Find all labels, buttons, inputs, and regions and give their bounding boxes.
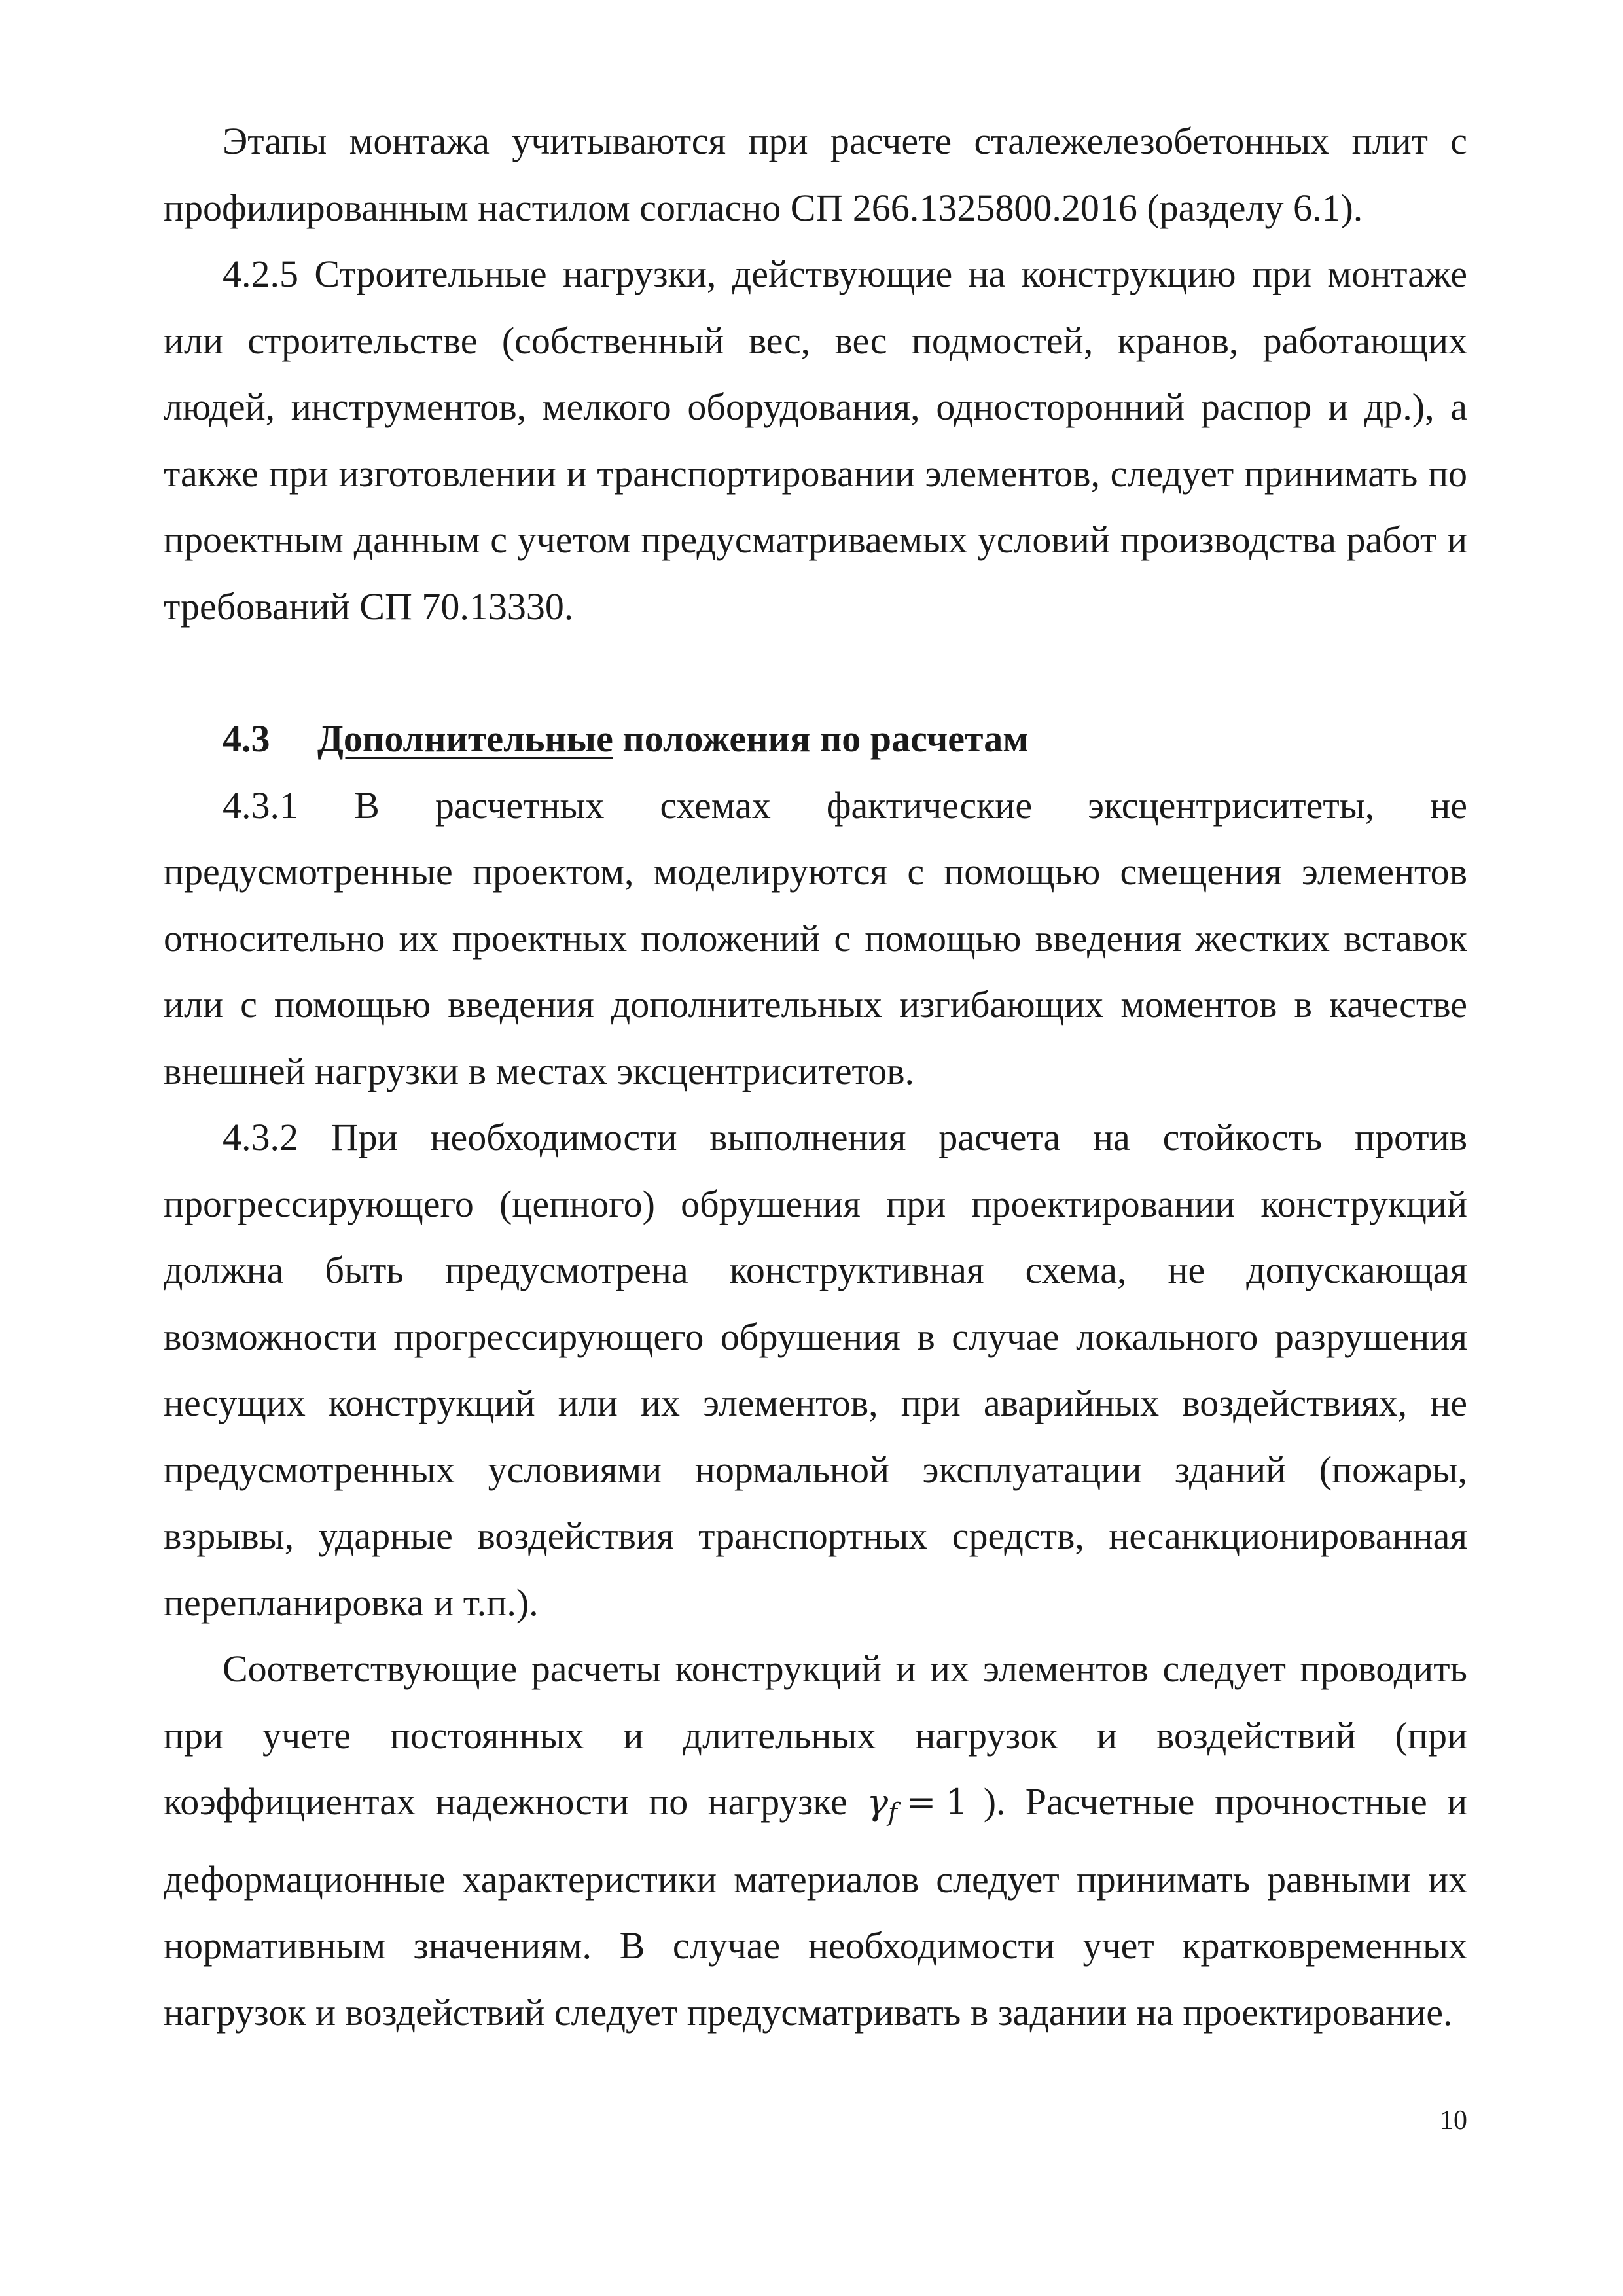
- paragraph-4-3-2: 4.3.2 При необходимости выполнения расчета на стойкость против прогрессирующего (цепного) обрушения при проектировании конструкций должна быть предусмотрена конструктивная схема, не допускающая возможности прогрессирующего обрушения в случае локального разрушения несущих конструкций или их элементов, при аварийных воздействиях, не предусмотренных условиями нормальной эксплуатации зданий (пожары, взрывы, ударные воздействия транспортных средств, несанкционированная перепланировка и т.п.).: [164, 1116, 1467, 1624]
- section-title-underlined: Дополнительные: [317, 717, 613, 760]
- paragraph-calculations: [164, 1636, 1467, 2045]
- paragraph-calculations-start: Соответствующие расчеты конструкций и их элементов следует проводить при учете постоянных и длительных нагрузок и воздействий (при коэффициентах надежности по нагрузке: [164, 1647, 1467, 1823]
- section-heading-4-3: [164, 706, 1467, 772]
- formula-equals: =: [906, 1782, 936, 1823]
- section-title-rest: положения по расчетам: [613, 717, 1029, 760]
- page-number: 10: [1440, 2106, 1467, 2136]
- paragraph-mounting-stages: Этапы монтажа учитываются при расчете сталежелезобетонных плит с профилированным настилом согласно СП 266.1325800.2016 (разделу 6.1).: [164, 120, 1467, 229]
- paragraph-calculations-end: ). Расчетные прочностные и деформационные характеристики материалов следует принимать равными их нормативным значениям. В случае необходимости учет кратковременных нагрузок и воздействий следует предусматривать в задании на проектирование.: [164, 1780, 1467, 2034]
- formula-subscript: f: [888, 1798, 898, 1827]
- formula-value: 1: [945, 1782, 968, 1823]
- load-factor-formula: [847, 1782, 984, 1827]
- formula-symbol: γ: [866, 1782, 889, 1823]
- paragraph-4-2-5: 4.2.5 Строительные нагрузки, действующие на конструкцию при монтаже или строительстве (собственный вес, вес подмостей, кранов, работающих людей, инструментов, мелкого оборудования, односторонний распор и др.), а также при изготовлении и транспортировании элементов, следует принимать по проектным данным с учетом предусматриваемых условий производства работ и требований СП 70.13330.: [164, 253, 1467, 628]
- section-number: 4.3: [223, 717, 270, 760]
- paragraph-4-3-1: 4.3.1 В расчетных схемах фактические эксцентриситеты, не предусмотренные проектом, моделируются с помощью смещения элементов относительно их проектных положений с помощью введения жестких вставок или с помощью введения дополнительных изгибающих моментов в качестве внешней нагрузки в местах эксцентриситетов.: [164, 783, 1467, 1092]
- body-text: [164, 108, 1467, 2045]
